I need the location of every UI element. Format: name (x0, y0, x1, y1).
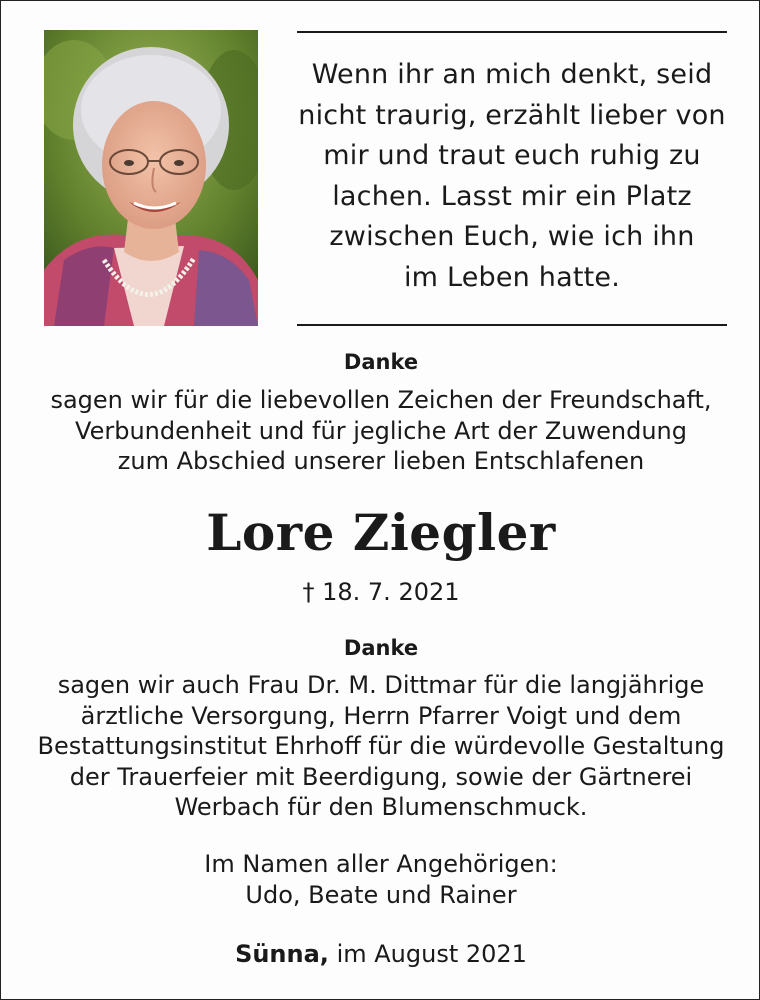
thanks-line: sagen wir auch Frau Dr. M. Dittmar für die langjährige (57, 671, 705, 699)
death-date: † 18. 7. 2021 (302, 578, 460, 606)
thanks-heading: Danke (343, 350, 419, 374)
thanks-heading-2: Danke (343, 636, 419, 660)
family-signature (1, 849, 760, 911)
thanks-line: Verbundenheit und für jegliche Art der Zuwendung (75, 416, 687, 445)
signature-line: Udo, Beate und Rainer (245, 881, 517, 909)
signature-line: Im Namen aller Angehörigen: (204, 850, 558, 878)
thanks-line: der Trauerfeier mit Beerdigung, sowie der Gärtnerei (69, 762, 693, 791)
thanks-line: sagen wir für die liebevollen Zeichen der Freundschaft, (50, 386, 712, 414)
place-date (1, 939, 760, 969)
poem-line: zwischen Euch, wie ich ihn (329, 221, 695, 252)
thanks-line: zum Abschied unserer lieben Entschlafenen (117, 447, 645, 475)
thanks-paragraph (1, 385, 760, 477)
poem-line: Wenn ihr an mich denkt, seid (311, 59, 713, 90)
poem-line: lachen. Lasst mir ein Platz (332, 180, 692, 212)
portrait-photo (44, 30, 258, 326)
poem-rule-bottom (297, 324, 727, 326)
thanks-line: Werbach für den Blumenschmuck. (174, 793, 588, 821)
thanks-paragraph-2 (1, 670, 760, 823)
deceased-name: Lore Ziegler (206, 503, 556, 562)
place: Sünna, (235, 940, 329, 968)
thanks-line: Bestattungsinstitut Ehrhoff für die würdevolle Gestaltung (37, 732, 725, 760)
date: im August 2021 (336, 940, 527, 968)
poem-line: nicht traurig, erzählt lieber von (298, 99, 726, 131)
poem-line: im Leben hatte. (403, 261, 621, 293)
poem-line: mir und traut euch ruhig zu (323, 140, 701, 171)
thanks-line: ärztliche Versorgung, Herrn Pfarrer Voigt und dem (80, 701, 682, 730)
poem-rule-top (297, 31, 727, 33)
poem (297, 55, 727, 298)
